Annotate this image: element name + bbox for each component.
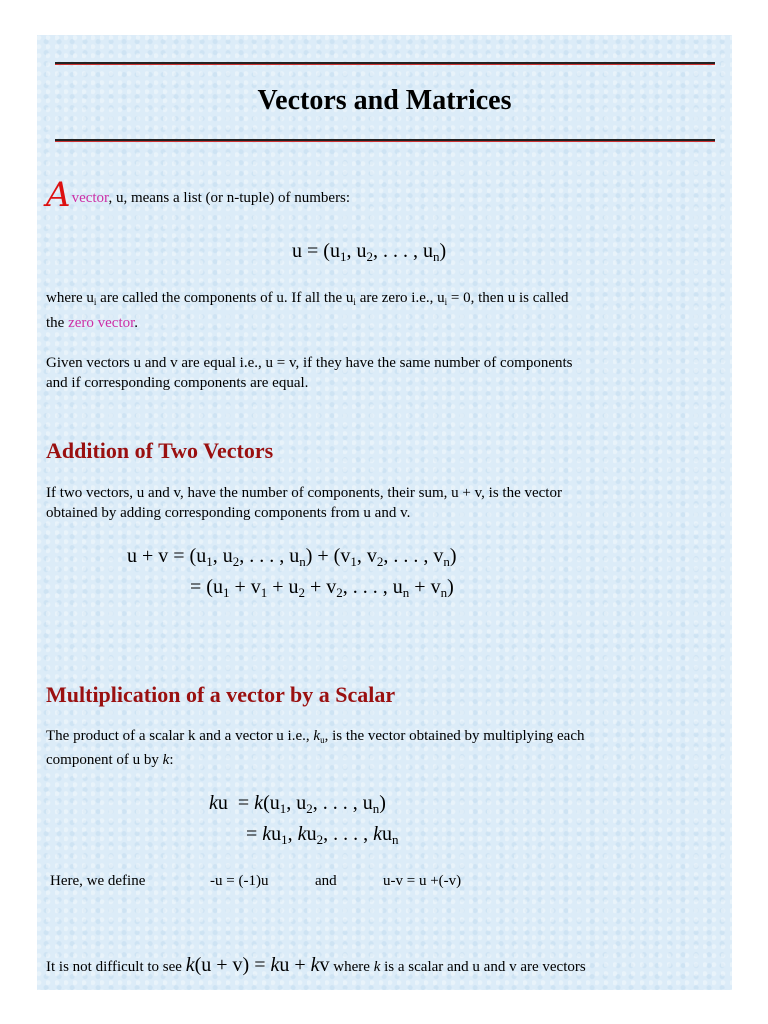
document-page <box>37 35 732 990</box>
distributive-line: It is not difficult to see k(u + v) = ku + kv where k is a scalar and u and v are vectors <box>46 954 586 976</box>
para2-line1: Given vectors u and v are equal i.e., u = v, if they have the same number of components <box>46 355 573 371</box>
page-title: Vectors and Matrices <box>257 85 512 116</box>
zero-vector-term: zero vector <box>68 315 135 331</box>
define-negation: -u = (-1)u <box>210 873 269 889</box>
formula-u: $u = (u_1$, $u_2$, . . . , $u_n$) <box>292 240 447 264</box>
vector-term: vector <box>71 190 109 206</box>
heading-multiplication: Multiplication of a vector by a Scalar <box>46 682 396 707</box>
para3-line2: obtained by adding corresponding components from u and v. <box>46 505 411 521</box>
define-and: and <box>315 873 337 889</box>
para2-line2: and if corresponding components are equal. <box>46 375 309 391</box>
formula-mult-line2: = $ku_1$, $ku_2$, . . . , $ku_n$ <box>246 823 399 847</box>
para4-line1: The product of a scalar k and a vector u i.e., $k_u$, is the vector obtained by multiplying each <box>46 728 585 745</box>
para4-line2: component of u by k: <box>46 752 174 768</box>
drop-cap: A <box>46 175 71 215</box>
formula-mult-line1: ku = $k(u_1$, $u_2$, . . . , $u_n$) <box>209 792 386 816</box>
para3-line1: If two vectors, u and v, have the number of components, their sum, u + v, is the vector <box>46 485 562 501</box>
formula-add-line1: $u + v = (u_1$, $u_2$, . . . , $u_n) + (v_1$, $v_2$, . . . , $v_n$) <box>127 545 457 569</box>
define-subtraction: u-v = u +(-v) <box>383 873 462 889</box>
heading-addition: Addition of Two Vectors <box>46 438 274 463</box>
intro-text: , u, means a list (or n-tuple) of numbers: <box>108 190 351 206</box>
intro-line <box>46 175 351 215</box>
para1-line2: the zero vector. <box>46 315 139 331</box>
title-rule <box>55 139 715 142</box>
define-label: Here, we define <box>50 873 146 889</box>
top-rule <box>55 62 715 65</box>
para1-line1: where $u_i$ are called the components of u. If all the $u_i$ are zero i.e., $u_i = 0$, then u is called <box>46 290 569 307</box>
formula-add-line2: = ($u_1 + v_1 + u_2 + v_2$, . . . , $u_n + v_n$) <box>190 576 454 600</box>
